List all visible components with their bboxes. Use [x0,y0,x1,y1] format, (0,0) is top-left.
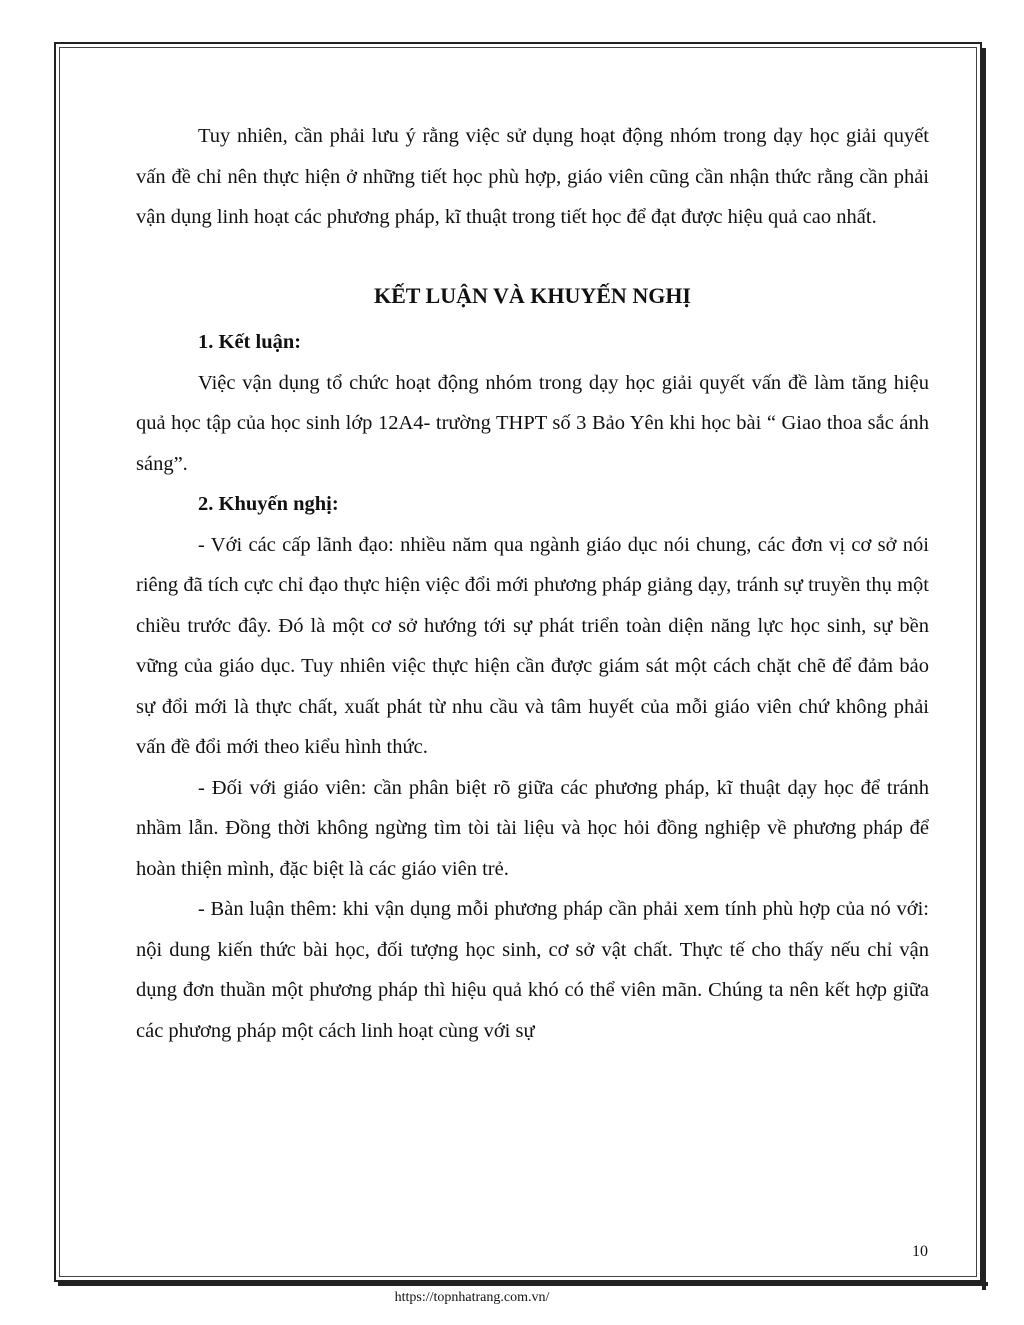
page-border-shadow [58,1282,988,1286]
conclusion-heading: 1. Kết luận: [198,331,302,353]
document-body [136,116,929,1051]
page-number: 10 [912,1243,928,1260]
section-title: KẾT LUẬN VÀ KHUYẾN NGHỊ [373,282,691,308]
footer-url[interactable]: https://topnhatrang.com.vn/ [394,1290,550,1305]
recommendation-heading: 2. Khuyến nghị: [198,493,339,515]
recommendation-leaders-paragraph: - Với các cấp lãnh đạo: nhiều năm qua ngành giáo dục nói chung, các đơn vị cơ sở nói riêng đã tích cực chỉ đạo thực hiện việc đổi mới phương pháp giảng dạy, tránh sự truyền thụ một chiều trước đây. Đó là một cơ sở hướng tới sự phát triển toàn diện năng lực học sinh, sự bền vững của giáo dục. Tuy nhiên việc thực hiện cần được giám sát một cách chặt chẽ để đảm bảo sự đổi mới là thực chất, xuất phát từ nhu cầu và tâm huyết của mỗi giáo viên chứ không phải vấn đề đổi mới theo kiểu hình thức. [136,533,929,758]
recommendation-discussion-paragraph: - Bàn luận thêm: khi vận dụng mỗi phương pháp cần phải xem tính phù hợp của nó với: nội dung kiến thức bài học, đối tượng học sinh, cơ sở vật chất. Thực tế cho thấy nếu chỉ vận dụng đơn thuần một phương pháp thì hiệu quả khó có thể viên mãn. Chúng ta nên kết hợp giữa các phương pháp một cách linh hoạt cùng với sự [136,898,929,1042]
intro-paragraph: Tuy nhiên, cần phải lưu ý rằng việc sử dụng hoạt động nhóm trong dạy học giải quyết vấn đề chỉ nên thực hiện ở những tiết học phù hợp, giáo viên cũng cần nhận thức rằng cần phải vận dụng linh hoạt các phương pháp, kĩ thuật trong tiết học để đạt được hiệu quả cao nhất. [136,125,929,228]
conclusion-paragraph: Việc vận dụng tổ chức hoạt động nhóm trong dạy học giải quyết vấn đề làm tăng hiệu quả học tập của học sinh lớp 12A4- trường THPT số 3 Bảo Yên khi học bài “ Giao thoa sắc ánh sáng”. [136,371,929,475]
recommendation-teachers-paragraph: - Đối với giáo viên: cần phân biệt rõ giữa các phương pháp, kĩ thuật dạy học để tránh nhầm lẫn. Đồng thời không ngừng tìm tòi tài liệu và học hỏi đồng nghiệp về phương pháp để hoàn thiện mình, đặc biệt là các giáo viên trẻ. [136,776,929,880]
